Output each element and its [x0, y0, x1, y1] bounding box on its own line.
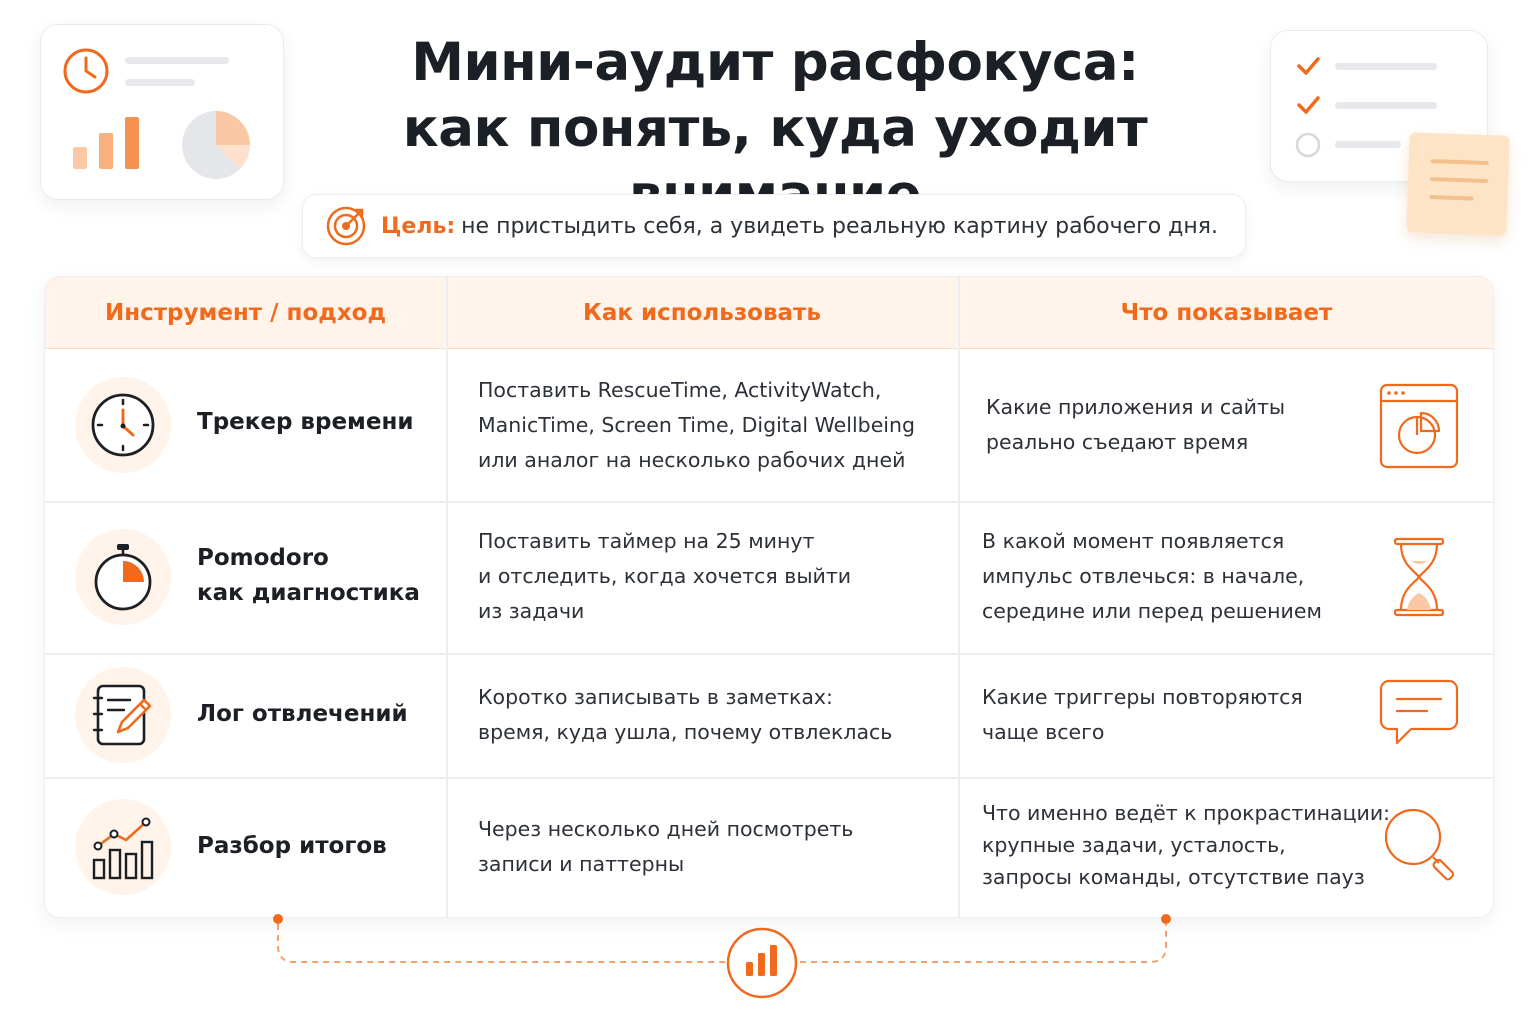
- tool-name: Трекер времени: [197, 409, 414, 435]
- shows-text: Что именно ведёт к прокрастинации: крупные задачи, усталость, запросы команды, отсутствие пауз: [982, 801, 1391, 889]
- tool-icon-wrap: [75, 377, 171, 473]
- header-tool: Инструмент / подход: [104, 300, 387, 326]
- audit-table: [44, 276, 1494, 918]
- target-icon: [325, 205, 367, 247]
- dashboard-illustration-icon: [41, 25, 285, 201]
- goal-label: Цель:: [381, 213, 456, 239]
- title-line-2: как понять, куда уходит: [402, 98, 1148, 159]
- hourglass-icon: [1389, 535, 1449, 619]
- stopwatch-icon: [88, 542, 158, 612]
- table-row: [45, 349, 1493, 501]
- tool-icon-wrap: [75, 667, 171, 763]
- magnifier-icon: [1381, 805, 1461, 885]
- table-row: [45, 501, 1493, 653]
- chat-bubble-icon: [1379, 677, 1459, 749]
- shows-text: Какие триггеры повторяются чаще всего: [982, 685, 1303, 744]
- growth-chart-icon: [88, 812, 158, 882]
- decor-dashboard-card: [40, 24, 284, 200]
- tool-name: Разбор итогов: [197, 833, 387, 859]
- tool-name: Pomodoro как диагностика: [197, 545, 420, 606]
- clock-icon: [88, 390, 158, 460]
- shows-text: В какой момент появляется импульс отвлечься: в начале, середине или перед решением: [982, 529, 1322, 623]
- how-text: Поставить таймер на 25 минут и отследить, когда хочется выйти из задачи: [478, 529, 852, 623]
- goal-text: не пристыдить себя, а увидеть реальную картину рабочего дня.: [461, 213, 1218, 239]
- how-text: Поставить RescueTime, ActivityWatch, ManicTime, Screen Time, Digital Wellbeing или аналог на несколько рабочих дней: [478, 378, 916, 472]
- goal-banner: [302, 194, 1246, 258]
- sticky-note-icon: [1406, 132, 1509, 235]
- tool-icon-wrap: [75, 799, 171, 895]
- title-line-1: Мини-аудит расфокуса:: [411, 32, 1139, 93]
- shows-text: Какие приложения и сайты реально съедают время: [986, 395, 1286, 454]
- header-how: Как использовать: [583, 300, 821, 326]
- table-row: [45, 777, 1493, 918]
- table-header: [45, 277, 1493, 349]
- browser-chart-icon: [1377, 381, 1461, 471]
- tool-icon-wrap: [75, 529, 171, 625]
- how-text: Коротко записывать в заметках: время, куда ушла, почему отвлеклась: [478, 685, 893, 744]
- how-text: Через несколько дней посмотреть записи и паттерны: [478, 817, 854, 876]
- notebook-pencil-icon: [88, 680, 158, 750]
- header-shows: Что показывает: [1120, 300, 1333, 326]
- table-row: [45, 653, 1493, 777]
- tool-name: Лог отвлечений: [197, 701, 408, 727]
